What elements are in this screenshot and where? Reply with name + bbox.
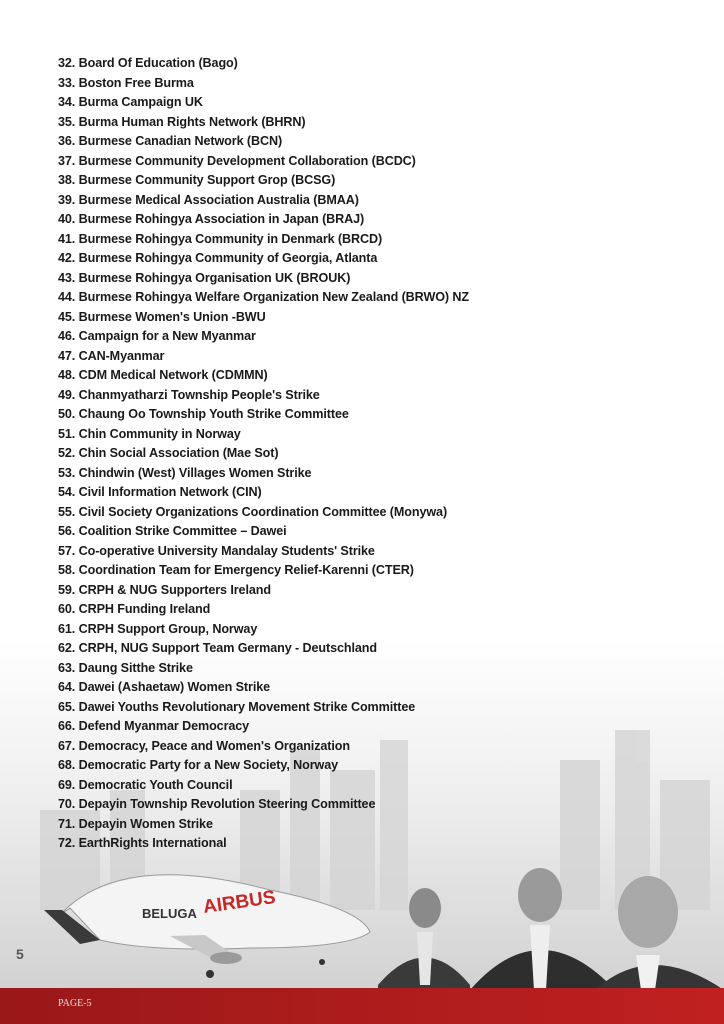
footer-bar	[0, 988, 724, 1024]
list-item: 32. Board Of Education (Bago)	[58, 56, 238, 70]
list-item: 59. CRPH & NUG Supporters Ireland	[58, 582, 271, 597]
list-item: 56. Coalition Strike Committee – Dawei	[58, 524, 287, 538]
list-item: 68. Democratic Party for a New Society, Norway	[58, 758, 339, 772]
list-item: 45. Burmese Women's Union -BWU	[58, 309, 266, 324]
list-item: 55. Civil Society Organizations Coordination Committee (Monywa)	[58, 504, 448, 519]
list-item: 63. Daung Sitthe Strike	[58, 660, 193, 675]
list-item: 62. CRPH, NUG Support Team Germany - Deutschland	[58, 641, 377, 655]
list-item: 43. Burmese Rohingya Organisation UK (BROUK)	[58, 270, 351, 285]
list-item: 53. Chindwin (West) Villages Women Strike	[58, 465, 312, 480]
list-item: 47. CAN-Myanmar	[58, 348, 165, 363]
organization-list	[58, 54, 469, 854]
list-item: 35. Burma Human Rights Network (BHRN)	[58, 114, 306, 129]
list-item: 39. Burmese Medical Association Australia (BMAA)	[58, 192, 359, 207]
list-item: 54. Civil Information Network (CIN)	[58, 485, 262, 499]
list-item: 71. Depayin Women Strike	[58, 816, 213, 831]
list-item: 67. Democracy, Peace and Women's Organization	[58, 738, 350, 753]
list-item: 42. Burmese Rohingya Community of Georgia, Atlanta	[58, 251, 378, 265]
list-item: 34. Burma Campaign UK	[58, 95, 203, 109]
list-item: 33. Boston Free Burma	[58, 75, 194, 90]
list-item: 40. Burmese Rohingya Association in Japan (BRAJ)	[58, 212, 365, 226]
airplane-text-airbus: AIRBUS	[201, 887, 277, 918]
list-item: 49. Chanmyatharzi Township People's Strike	[58, 387, 320, 402]
list-item: 41. Burmese Rohingya Community in Denmark (BRCD)	[58, 231, 383, 246]
list-item: 64. Dawei (Ashaetaw) Women Strike	[58, 680, 271, 694]
list-item: 51. Chin Community in Norway	[58, 426, 241, 441]
list-item: 46. Campaign for a New Myanmar	[58, 329, 256, 343]
list-item: 48. CDM Medical Network (CDMMN)	[58, 368, 268, 382]
list-item: 50. Chaung Oo Township Youth Strike Committee	[58, 407, 349, 421]
list-item: 70. Depayin Township Revolution Steering Committee	[58, 797, 376, 811]
list-item: 44. Burmese Rohingya Welfare Organization New Zealand (BRWO) NZ	[58, 290, 470, 304]
list-item: 58. Coordination Team for Emergency Relief-Karenni (CTER)	[58, 563, 414, 577]
list-item: 52. Chin Social Association (Mae Sot)	[58, 446, 279, 460]
list-item: 37. Burmese Community Development Collaboration (BCDC)	[58, 153, 416, 168]
airplane-text-beluga: BELUGA	[142, 906, 197, 921]
list-item: 69. Democratic Youth Council	[58, 777, 233, 792]
list-item: 38. Burmese Community Support Grop (BCSG)	[58, 173, 336, 187]
list-item: 36. Burmese Canadian Network (BCN)	[58, 134, 283, 148]
footer-page-label: PAGE-5	[58, 998, 92, 1009]
list-item: 65. Dawei Youths Revolutionary Movement Strike Committee	[58, 699, 416, 714]
list-item: 57. Co-operative University Mandalay Students' Strike	[58, 543, 375, 558]
list-item: 61. CRPH Support Group, Norway	[58, 621, 258, 636]
list-item: 66. Defend Myanmar Democracy	[58, 719, 250, 733]
list-item: 72. EarthRights International	[58, 836, 227, 850]
page-number: 5	[16, 946, 24, 962]
airplane-image	[44, 875, 370, 978]
list-item: 60. CRPH Funding Ireland	[58, 602, 211, 616]
